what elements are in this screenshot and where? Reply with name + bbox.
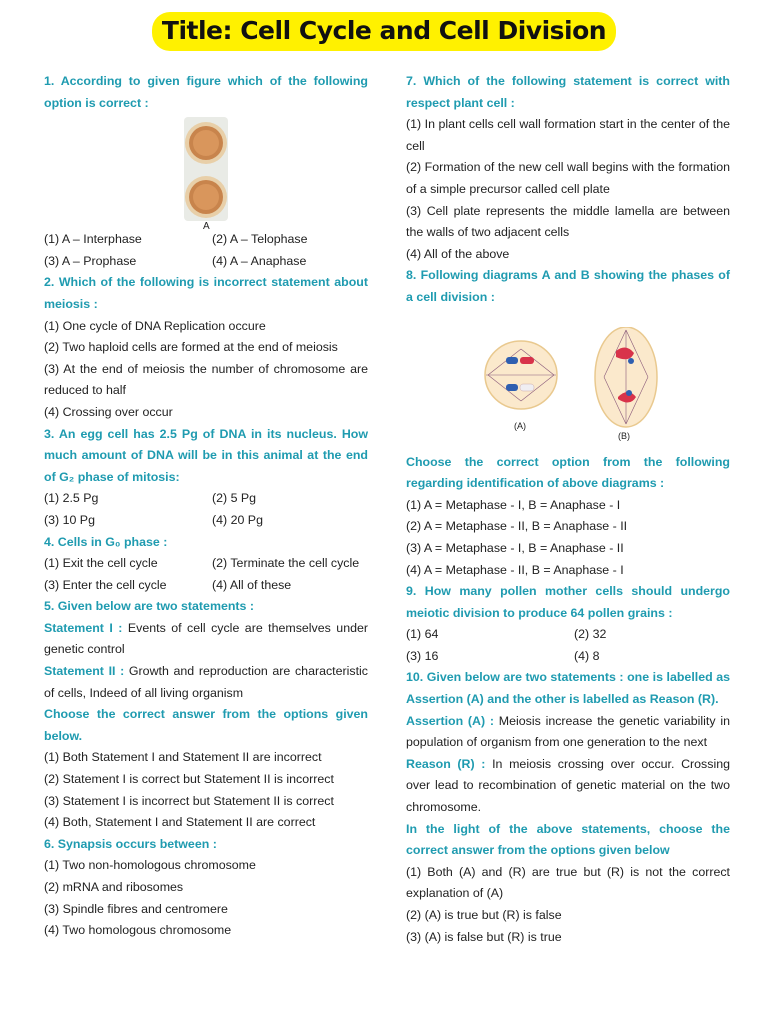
q9-option-1[interactable]: (1) 64 bbox=[406, 627, 439, 642]
q1-figure bbox=[180, 117, 240, 229]
q9-question: 9. How many pollen mother cells should undergo meiotic division to produce 64 pollen grains : bbox=[406, 584, 730, 620]
q5-option-4[interactable]: (4) Both, Statement I and Statement II are correct bbox=[44, 815, 316, 830]
q1-figure-label: A bbox=[203, 221, 210, 230]
q7-question: 7. Which of the following statement is correct with respect plant cell : bbox=[406, 74, 730, 110]
left-column bbox=[44, 71, 368, 942]
q1-option-4[interactable]: (4) A – Anaphase bbox=[212, 253, 307, 268]
q2-option-1[interactable]: (1) One cycle of DNA Replication occure bbox=[44, 318, 266, 333]
q6-question: 6. Synapsis occurs between : bbox=[44, 836, 217, 851]
q5-statement-1-label: Statement I : bbox=[44, 620, 123, 635]
q8-question: 8. Following diagrams A and B showing the phases of a cell division : bbox=[406, 268, 730, 304]
q8-option-4[interactable]: (4) A = Metaphase - II, B = Anaphase - I bbox=[406, 562, 624, 577]
q6-option-3[interactable]: (3) Spindle fibres and centromere bbox=[44, 901, 228, 916]
q4-question: 4. Cells in G₀ phase : bbox=[44, 534, 168, 549]
q10-assertion-label: Assertion (A) : bbox=[406, 713, 495, 728]
q5-statement-1 bbox=[44, 618, 368, 661]
q6-option-1[interactable]: (1) Two non-homologous chromosome bbox=[44, 858, 256, 873]
q10-reason-label: Reason (R) : bbox=[406, 756, 486, 771]
q5-option-3[interactable]: (3) Statement I is incorrect but Statement II is correct bbox=[44, 793, 334, 808]
q5-statement-2 bbox=[44, 661, 368, 704]
q8-label-a: (A) bbox=[514, 420, 526, 431]
q10-reason-text: In meiosis crossing over occur. Crossing over lead to recombination of genetic material on the two chromosome. bbox=[406, 756, 730, 815]
q10-option-2[interactable]: (2) (A) is true but (R) is false bbox=[406, 908, 562, 922]
right-column bbox=[406, 71, 730, 948]
q3-option-1[interactable]: (1) 2.5 Pg bbox=[44, 491, 99, 506]
q8-figure bbox=[484, 327, 664, 442]
q4-option-4[interactable]: (4) All of these bbox=[212, 577, 292, 592]
q6-option-4[interactable]: (4) Two homologous chromosome bbox=[44, 923, 232, 938]
q3-option-4[interactable]: (4) 20 Pg bbox=[212, 512, 263, 527]
q1-question: 1. According to given figure which of the following option is correct : bbox=[44, 74, 368, 110]
title-banner bbox=[0, 12, 768, 51]
q9-option-4[interactable]: (4) 8 bbox=[574, 648, 600, 663]
q7-option-4[interactable]: (4) All of the above bbox=[406, 246, 510, 261]
q6-option-2[interactable]: (2) mRNA and ribosomes bbox=[44, 880, 184, 894]
q5-statement-2-label: Statement II : bbox=[44, 664, 125, 679]
q9-option-2[interactable]: (2) 32 bbox=[574, 627, 607, 642]
q8-option-3[interactable]: (3) A = Metaphase - I, B = Anaphase - II bbox=[406, 540, 624, 555]
q2-question: 2. Which of the following is incorrect statement about meiosis : bbox=[44, 275, 368, 311]
q10-instruction: In the light of the above statements, choose the correct answer from the options given below bbox=[406, 821, 730, 858]
q8-instruction: Choose the correct option from the following regarding identification of above diagrams : bbox=[406, 454, 730, 491]
q3-option-3[interactable]: (3) 10 Pg bbox=[44, 512, 95, 527]
q1-option-1[interactable]: (1) A – Interphase bbox=[44, 232, 142, 247]
q7-option-3[interactable]: (3) Cell plate represents the middle lamella are between the walls of two adjacent cells bbox=[406, 203, 730, 240]
q5-instruction: Choose the correct answer from the options given below. bbox=[44, 707, 368, 743]
q4-option-3[interactable]: (3) Enter the cell cycle bbox=[44, 577, 167, 592]
q8-label-b: (B) bbox=[618, 430, 630, 441]
dividing-cell-figure bbox=[180, 117, 240, 229]
q2-option-2[interactable]: (2) Two haploid cells are formed at the end of meiosis bbox=[44, 340, 338, 355]
q1-option-3[interactable]: (3) A – Prophase bbox=[44, 253, 137, 268]
q5-option-2[interactable]: (2) Statement I is correct but Statement II is incorrect bbox=[44, 772, 334, 787]
q7-option-1[interactable]: (1) In plant cells cell wall formation start in the center of the cell bbox=[406, 117, 730, 153]
q7-option-2[interactable]: (2) Formation of the new cell wall begins with the formation of a simple precursor called cell plate bbox=[406, 160, 730, 196]
q8-option-2[interactable]: (2) A = Metaphase - II, B = Anaphase - II bbox=[406, 519, 628, 534]
q4-option-1[interactable]: (1) Exit the cell cycle bbox=[44, 556, 158, 571]
page-title: Title: Cell Cycle and Cell Division bbox=[152, 12, 616, 51]
q5-statement-2-text: Growth and reproduction are characteristic of cells, Indeed of all living organism bbox=[44, 664, 368, 700]
q9-option-3[interactable]: (3) 16 bbox=[406, 648, 439, 663]
q5-statement-1-text: Events of cell cycle are themselves under genetic control bbox=[44, 620, 369, 657]
q2-option-3[interactable]: (3) At the end of meiosis the number of chromosome are reduced to half bbox=[44, 361, 368, 398]
q10-reason bbox=[406, 754, 730, 819]
q8-option-1[interactable]: (1) A = Metaphase - I, B = Anaphase - I bbox=[406, 497, 621, 512]
q1-option-2[interactable]: (2) A – Telophase bbox=[212, 232, 308, 247]
cell-division-diagrams bbox=[484, 327, 664, 442]
q3-option-2[interactable]: (2) 5 Pg bbox=[212, 491, 257, 506]
q10-option-3[interactable]: (3) (A) is false but (R) is true bbox=[406, 929, 562, 944]
q3-question: 3. An egg cell has 2.5 Pg of DNA in its nucleus. How much amount of DNA will be in this animal at the end of G₂ phase of mitosis: bbox=[44, 426, 368, 484]
q10-assertion bbox=[406, 711, 730, 754]
q5-option-1[interactable]: (1) Both Statement I and Statement II are incorrect bbox=[44, 750, 322, 765]
q2-option-4[interactable]: (4) Crossing over occur bbox=[44, 404, 173, 419]
q5-question: 5. Given below are two statements : bbox=[44, 599, 255, 614]
q10-question: 10. Given below are two statements : one is labelled as Assertion (A) and the other is labelled as Reason (R). bbox=[406, 670, 730, 707]
q10-option-1[interactable]: (1) Both (A) and (R) are true but (R) is not the correct explanation of (A) bbox=[406, 864, 730, 901]
q10-assertion-text: Meiosis increase the genetic variability in population of organism from one generation to the next bbox=[406, 713, 730, 750]
q4-option-2[interactable]: (2) Terminate the cell cycle bbox=[212, 556, 360, 571]
